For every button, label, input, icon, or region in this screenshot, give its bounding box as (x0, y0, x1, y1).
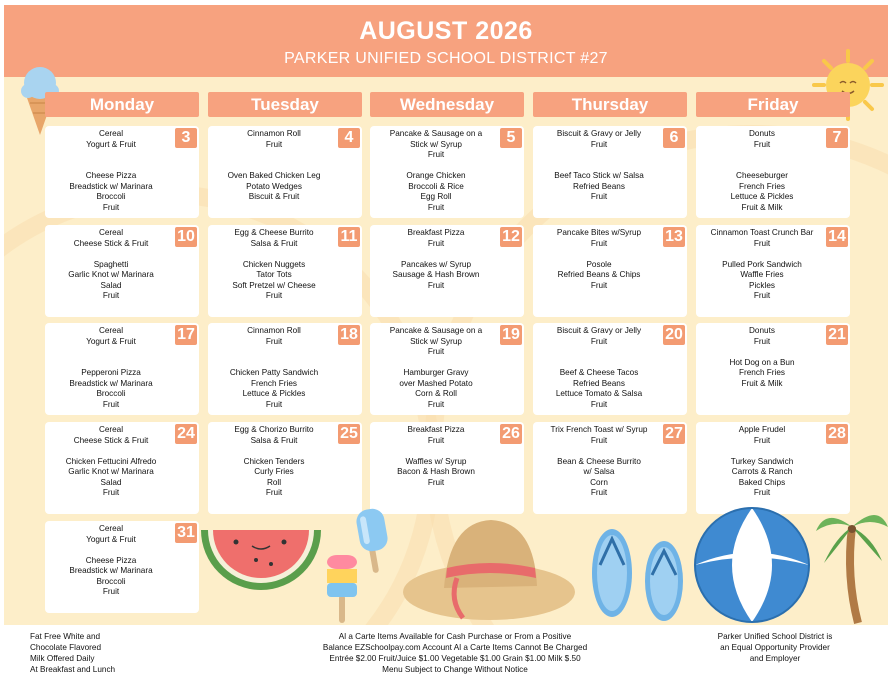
menu-item: Posole (586, 259, 612, 269)
date-badge: 31 (175, 523, 197, 543)
menu-item: Fruit (590, 238, 608, 248)
date-badge: 18 (338, 325, 360, 345)
menu-item: Cereal (98, 129, 124, 138)
menu-item: Fruit (427, 477, 445, 487)
menu-item: Egg Roll (420, 192, 452, 201)
menu-item (537, 161, 661, 172)
menu-day-cell (696, 126, 850, 218)
menu-item: Salad (100, 280, 122, 290)
menu-item: Salsa & Fruit (250, 238, 298, 248)
menu-items (49, 524, 173, 598)
menu-item: Fruit (590, 192, 608, 201)
menu-item (212, 161, 336, 172)
menu-item: Chicken Fettucini Alfredo (65, 456, 157, 466)
menu-items (700, 129, 824, 213)
menu-item: Chicken Nuggets (242, 259, 306, 269)
footer-line: Menu Subject to Change Without Notice (382, 665, 528, 674)
menu-item (49, 347, 173, 358)
menu-item: Oven Baked Chicken Leg (227, 171, 321, 180)
sun-hat-icon (399, 510, 579, 625)
menu-item: Fruit (427, 202, 445, 212)
day-header-friday: Friday (696, 92, 850, 117)
menu-items (212, 425, 336, 499)
menu-item: Apple Frudel (738, 425, 786, 434)
menu-item: Fruit (265, 488, 283, 497)
menu-item (537, 446, 661, 457)
menu-item: Refried Beans (573, 378, 625, 388)
menu-item: Hamburger Gravy (403, 368, 469, 377)
date-badge: 17 (175, 325, 197, 345)
date-badge: 13 (663, 227, 685, 247)
menu-item: Biscuit & Fruit (248, 192, 300, 201)
menu-item: Pancake & Sausage on a (389, 326, 483, 335)
menu-item (537, 249, 661, 260)
menu-item: Biscuit & Gravy or Jelly (556, 129, 642, 138)
menu-item (212, 347, 336, 358)
menu-item: over Mashed Potato (399, 378, 473, 388)
menu-day-cell (370, 422, 524, 514)
date-badge: 20 (663, 325, 685, 345)
menu-item: Lettuce & Pickles (242, 389, 306, 398)
menu-item: Breakfast Pizza (407, 228, 465, 237)
menu-item: Fruit (102, 291, 120, 300)
page-title: AUGUST 2026 (359, 17, 533, 45)
footer-line: Fat Free White and (30, 632, 101, 641)
day-header-wednesday: Wednesday (370, 92, 524, 117)
menu-day-cell (45, 521, 199, 613)
menu-items (700, 228, 824, 302)
menu-item: Salsa & Fruit (250, 435, 298, 445)
menu-item: Fruit & Milk (741, 202, 783, 212)
menu-item: Salad (100, 477, 122, 487)
menu-item: Cinnamon Toast Crunch Bar (710, 228, 814, 237)
menu-item: Broccoli & Rice (408, 181, 464, 191)
menu-item: Hot Dog on a Bun (729, 357, 795, 367)
menu-items (374, 326, 498, 410)
menu-item: Fruit (427, 347, 445, 356)
menu-item (49, 161, 173, 172)
menu-item: Refried Beans & Chips (557, 270, 641, 279)
menu-item: Fruit (102, 488, 120, 497)
menu-item: Breakfast Pizza (407, 425, 465, 434)
watermelon-icon (196, 520, 326, 605)
menu-item: Bean & Cheese Burrito (557, 456, 641, 466)
date-badge: 4 (338, 128, 360, 148)
menu-item: Fruit (590, 280, 608, 290)
menu-item: Fruit (427, 399, 445, 409)
menu-item (700, 161, 824, 172)
menu-item: Garlic Knot w/ Marinara (68, 270, 154, 279)
menu-item: Fruit (753, 488, 771, 497)
menu-item: Trix French Toast w/ Syrup (550, 425, 648, 434)
menu-item: Donuts (749, 326, 775, 335)
menu-item (49, 358, 173, 369)
menu-item (700, 446, 824, 457)
menu-item: Carrots & Ranch (731, 467, 793, 476)
footer-line: Balance EZSchoolpay.com Account Al a Carte Items Cannot Be Charged (322, 643, 588, 652)
menu-item (49, 150, 173, 161)
menu-items (374, 425, 498, 488)
day-header-tuesday: Tuesday (208, 92, 362, 117)
menu-day-cell (370, 126, 524, 218)
menu-item: Fruit (427, 150, 445, 159)
beach-ball-icon (692, 505, 812, 625)
menu-item (374, 249, 498, 260)
menu-items (212, 129, 336, 203)
menu-items (49, 425, 173, 499)
menu-item: Cereal (98, 425, 124, 434)
menu-items (537, 326, 661, 410)
menu-item: Broccoli (96, 389, 126, 398)
menu-items (700, 425, 824, 499)
menu-item: Pancake & Sausage on a (389, 129, 483, 138)
menu-items (49, 129, 173, 213)
menu-item: Cheese Stick & Fruit (73, 238, 149, 248)
menu-item: Donuts (749, 129, 775, 138)
date-badge: 25 (338, 424, 360, 444)
menu-item: Cheese Stick & Fruit (73, 435, 149, 445)
menu-item: Fruit (753, 291, 771, 300)
menu-day-cell (533, 126, 687, 218)
footer-line: Entrée $2.00 Fruit/Juice $1.00 Vegetable $1.00 Grain $1.00 Milk $.50 (329, 654, 581, 663)
menu-item: Waffles w/ Syrup (405, 456, 467, 466)
palm-tree-icon (816, 497, 888, 625)
menu-day-cell (696, 225, 850, 317)
menu-item: Roll (266, 477, 282, 487)
menu-item: Egg & Cheese Burrito (234, 228, 314, 237)
menu-item: Biscuit & Gravy or Jelly (556, 326, 642, 335)
menu-item: Fruit (102, 202, 120, 212)
menu-item: Fruit (427, 280, 445, 290)
menu-item: Turkey Sandwich (730, 456, 794, 466)
menu-item: Cereal (98, 228, 124, 237)
footer-line: Chocolate Flavored (30, 643, 101, 652)
menu-day-cell (533, 225, 687, 317)
flip-flops-icon (584, 525, 694, 625)
menu-item: Waffle Fries (740, 270, 784, 279)
menu-item: Yogurt & Fruit (86, 139, 136, 149)
menu-item: Bacon & Hash Brown (397, 467, 475, 476)
menu-item (212, 249, 336, 260)
menu-item (537, 347, 661, 358)
menu-item (212, 446, 336, 457)
menu-item: Broccoli (96, 192, 126, 201)
menu-item: Yogurt & Fruit (86, 534, 136, 544)
menu-item: Chicken Tenders (243, 456, 305, 466)
menu-item: Breadstick w/ Marinara (69, 181, 153, 191)
menu-day-cell (208, 323, 362, 415)
menu-item (212, 358, 336, 369)
menu-item: Soft Pretzel w/ Cheese (232, 280, 316, 290)
date-badge: 5 (500, 128, 522, 148)
date-badge: 14 (826, 227, 848, 247)
menu-item (700, 347, 824, 358)
date-badge: 21 (826, 325, 848, 345)
menu-item (700, 249, 824, 260)
menu-item (700, 150, 824, 161)
menu-item (212, 150, 336, 161)
menu-item: Garlic Knot w/ Marinara (68, 467, 154, 476)
footer-a-la-carte-note (290, 631, 620, 675)
menu-item: Beef & Cheese Tacos (559, 368, 639, 377)
menu-items (49, 228, 173, 302)
popsicle-icon (350, 505, 390, 575)
menu-item: French Fries (739, 181, 785, 191)
menu-item: Lettuce & Pickles (730, 192, 794, 201)
menu-day-cell (45, 225, 199, 317)
menu-item: Broccoli (96, 576, 126, 586)
menu-day-cell (45, 126, 199, 218)
menu-item: Fruit (590, 435, 608, 445)
menu-item (374, 446, 498, 457)
date-badge: 7 (826, 128, 848, 148)
menu-item (49, 545, 173, 556)
menu-items (537, 228, 661, 291)
menu-item: Curly Fries (254, 467, 294, 476)
menu-item: Breadstick w/ Marinara (69, 566, 153, 575)
menu-item: Lettuce Tomato & Salsa (555, 389, 643, 398)
menu-item: Fruit (590, 488, 608, 497)
menu-item: w/ Salsa (583, 467, 615, 476)
menu-item: Cinnamon Roll (247, 326, 301, 335)
menu-item: Stick w/ Syrup (410, 139, 462, 149)
menu-item: Fruit (590, 336, 608, 346)
menu-item: Fruit (427, 238, 445, 248)
menu-item: French Fries (251, 378, 297, 388)
footer-line: Parker Unified School District is (717, 632, 833, 641)
menu-item: Fruit (427, 435, 445, 445)
menu-item: Fruit (753, 139, 771, 149)
date-badge: 19 (500, 325, 522, 345)
menu-item: Cinnamon Roll (247, 129, 301, 138)
footer-line: Milk Offered Daily (30, 654, 95, 663)
menu-item: Stick w/ Syrup (410, 336, 462, 346)
menu-item (49, 446, 173, 457)
menu-item: Fruit (265, 291, 283, 300)
footer-line: an Equal Opportunity Provider (720, 643, 830, 652)
date-badge: 28 (826, 424, 848, 444)
menu-item: Corn & Roll (415, 389, 457, 398)
menu-day-cell (208, 225, 362, 317)
menu-item: Cereal (98, 524, 124, 533)
footer-line: At Breakfast and Lunch (30, 665, 116, 674)
menu-day-cell (208, 126, 362, 218)
menu-items (537, 129, 661, 203)
menu-items (374, 228, 498, 291)
menu-items (212, 326, 336, 410)
date-badge: 3 (175, 128, 197, 148)
menu-item: Potato Wedges (246, 181, 302, 191)
menu-item: Pancakes w/ Syrup (400, 259, 472, 269)
menu-item: Pepperoni Pizza (81, 368, 141, 377)
menu-item: Pancake Bites w/Syrup (556, 228, 642, 237)
menu-item: Chicken Patty Sandwich (229, 368, 319, 377)
menu-item: Fruit (590, 139, 608, 149)
menu-item: Corn (590, 477, 608, 487)
menu-item (537, 358, 661, 369)
date-badge: 10 (175, 227, 197, 247)
menu-item: Pulled Pork Sandwich (722, 259, 802, 269)
menu-item: Fruit (265, 336, 283, 346)
menu-day-cell (533, 323, 687, 415)
page-subtitle: PARKER UNIFIED SCHOOL DISTRICT #27 (284, 50, 608, 67)
page-header (4, 5, 888, 77)
date-badge: 27 (663, 424, 685, 444)
menu-item: Refried Beans (573, 181, 625, 191)
menu-items (374, 129, 498, 213)
menu-item (374, 358, 498, 369)
menu-day-cell (208, 422, 362, 514)
date-badge: 11 (338, 227, 360, 247)
menu-item: Spaghetti (93, 259, 129, 269)
menu-item: Fruit & Milk (741, 378, 783, 388)
day-header-monday: Monday (45, 92, 199, 117)
menu-items (212, 228, 336, 302)
menu-item: Cheese Pizza (85, 171, 137, 180)
menu-items (700, 326, 824, 389)
day-header-thursday: Thursday (533, 92, 687, 117)
date-badge: 26 (500, 424, 522, 444)
menu-item: Sausage & Hash Brown (392, 270, 480, 279)
menu-item: Pickles (749, 280, 775, 290)
menu-items (537, 425, 661, 499)
menu-item: Fruit (753, 238, 771, 248)
date-badge: 12 (500, 227, 522, 247)
menu-day-cell (45, 323, 199, 415)
menu-day-cell (45, 422, 199, 514)
menu-day-cell (370, 225, 524, 317)
menu-item (374, 161, 498, 172)
menu-day-cell (370, 323, 524, 415)
menu-items (49, 326, 173, 410)
menu-item (49, 249, 173, 260)
date-badge: 6 (663, 128, 685, 148)
menu-item: Breadstick w/ Marinara (69, 378, 153, 388)
menu-item: Tator Tots (256, 270, 292, 279)
menu-item: Fruit (265, 399, 283, 409)
menu-item: Beef Taco Stick w/ Salsa (554, 171, 644, 180)
menu-item: Fruit (102, 399, 120, 409)
footer-line: Al a Carte Items Available for Cash Purchase or From a Positive (338, 632, 572, 641)
footer-line: and Employer (749, 654, 801, 663)
date-badge: 24 (175, 424, 197, 444)
footer-milk-note (30, 631, 115, 675)
menu-item: Fruit (753, 336, 771, 346)
menu-item (537, 150, 661, 161)
menu-item: Fruit (102, 587, 120, 596)
menu-item: Cereal (98, 326, 124, 335)
menu-sheet (4, 5, 888, 625)
menu-item: Egg & Chorizo Burrito (234, 425, 314, 434)
menu-day-cell (696, 323, 850, 415)
menu-day-cell (533, 422, 687, 514)
menu-item: Fruit (265, 139, 283, 149)
menu-item: Fruit (753, 435, 771, 445)
menu-item: Orange Chicken (406, 171, 466, 180)
menu-item: Cheeseburger (736, 171, 788, 180)
menu-item: Cheese Pizza (85, 555, 137, 565)
menu-item: Fruit (590, 399, 608, 409)
menu-item: Yogurt & Fruit (86, 336, 136, 346)
footer-equal-opportunity-note (700, 631, 850, 664)
menu-item: Baked Chips (738, 477, 786, 487)
menu-item: French Fries (739, 368, 785, 377)
